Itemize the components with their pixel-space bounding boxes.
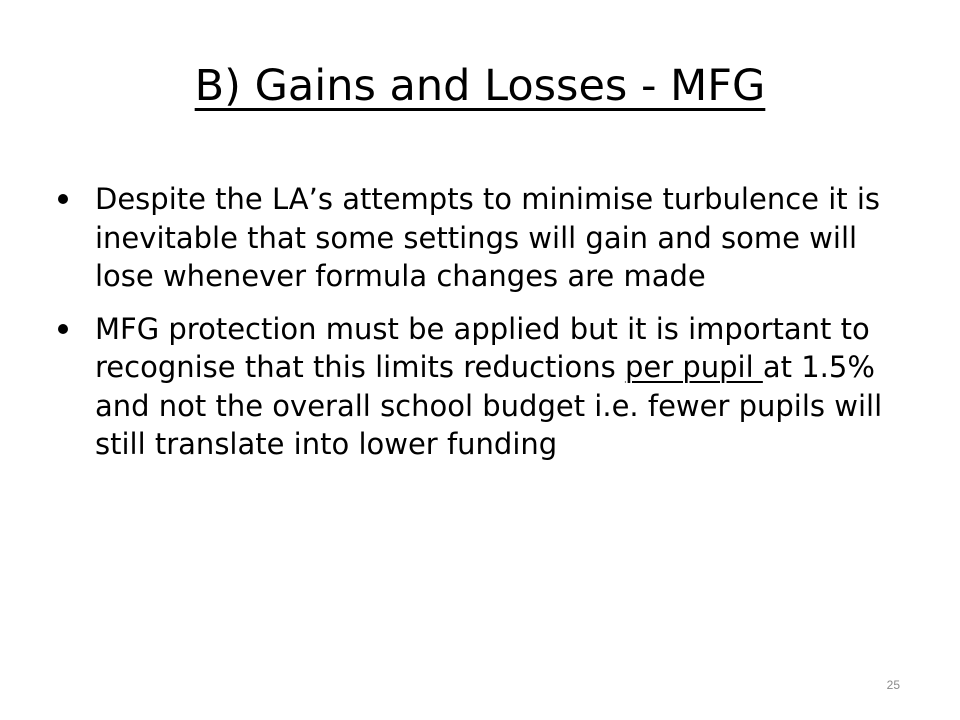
- slide-title: [0, 58, 960, 114]
- bullet-text-after: at 1.5% and not the overall school budget i.e. fewer pupils will still translate into lower funding: [95, 350, 883, 461]
- bullet-text-before: MFG protection must be applied but it is important to recognise that this limits reductions: [95, 311, 870, 384]
- bullet-item: [58, 310, 914, 464]
- bullet-dot-icon: [58, 324, 68, 334]
- bullet-text: Despite the LA’s attempts to minimise turbulence it is inevitable that some settings will gain and some will lose whenever formula changes are made: [95, 182, 881, 293]
- bullet-text-underlined: per pupil: [624, 350, 763, 384]
- page-number: 25: [886, 678, 900, 692]
- slide-title-text: B) Gains and Losses - MFG: [194, 61, 766, 111]
- bullet-item: [58, 180, 914, 296]
- bullet-list: [58, 180, 914, 478]
- bullet-dot-icon: [58, 194, 68, 204]
